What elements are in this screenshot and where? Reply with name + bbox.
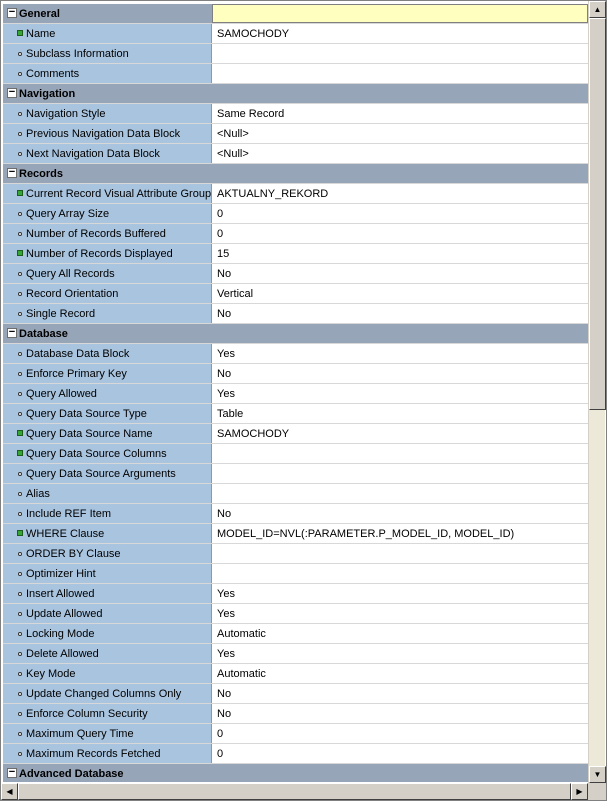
- property-name-cell[interactable]: [3, 404, 212, 423]
- property-name-cell[interactable]: [3, 684, 212, 703]
- property-name-cell[interactable]: [3, 544, 212, 563]
- default-property-icon: [18, 352, 22, 356]
- property-name-cell[interactable]: [3, 264, 212, 283]
- default-property-icon: [18, 472, 22, 476]
- property-row[interactable]: [3, 584, 588, 604]
- modified-property-icon: [17, 190, 23, 196]
- property-name-cell[interactable]: [3, 64, 212, 83]
- property-row[interactable]: [3, 504, 588, 524]
- group-row[interactable]: [3, 84, 588, 104]
- group-label: Records: [19, 167, 64, 180]
- default-property-icon: [18, 112, 22, 116]
- property-name-cell[interactable]: [3, 24, 212, 43]
- property-label: Delete Allowed: [26, 647, 99, 660]
- property-label: Number of Records Buffered: [26, 227, 166, 240]
- scroll-right-button[interactable]: ▶: [571, 783, 588, 800]
- property-value-cell[interactable]: Table: [212, 404, 588, 423]
- property-value-cell[interactable]: <Null>: [212, 124, 588, 143]
- property-name-cell[interactable]: [3, 604, 212, 623]
- property-value-cell[interactable]: No: [212, 684, 588, 703]
- group-header[interactable]: [3, 4, 212, 23]
- property-row[interactable]: [3, 364, 588, 384]
- property-name-cell[interactable]: [3, 484, 212, 503]
- horizontal-scroll-thumb[interactable]: [18, 783, 571, 800]
- property-label: Previous Navigation Data Block: [26, 127, 181, 140]
- property-name-cell[interactable]: [3, 224, 212, 243]
- default-property-icon: [18, 492, 22, 496]
- default-property-icon: [18, 52, 22, 56]
- default-property-icon: [18, 212, 22, 216]
- property-label: Name: [26, 27, 56, 40]
- property-value-cell[interactable]: No: [212, 364, 588, 383]
- property-value-cell[interactable]: Same Record: [212, 104, 588, 123]
- default-property-icon: [18, 152, 22, 156]
- property-value-cell[interactable]: Yes: [212, 384, 588, 403]
- group-row[interactable]: [3, 324, 588, 344]
- group-value-cell: [212, 4, 588, 23]
- group-label: Database: [19, 327, 68, 340]
- property-value-cell[interactable]: [212, 484, 588, 503]
- property-name-cell[interactable]: [3, 184, 212, 203]
- property-name-cell[interactable]: [3, 44, 212, 63]
- property-name-cell[interactable]: [3, 664, 212, 683]
- property-name-cell[interactable]: [3, 524, 212, 543]
- property-value-cell[interactable]: Automatic: [212, 664, 588, 683]
- default-property-icon: [18, 292, 22, 296]
- property-value-cell[interactable]: No: [212, 264, 588, 283]
- property-row[interactable]: [3, 224, 588, 244]
- property-label: Navigation Style: [26, 107, 106, 120]
- modified-property-icon: [17, 450, 23, 456]
- property-row[interactable]: [3, 464, 588, 484]
- property-value-cell[interactable]: Vertical: [212, 284, 588, 303]
- default-property-icon: [18, 672, 22, 676]
- property-label: Locking Mode: [26, 627, 95, 640]
- property-row[interactable]: [3, 704, 588, 724]
- property-value-cell[interactable]: No: [212, 704, 588, 723]
- vertical-scroll-thumb[interactable]: [589, 18, 606, 410]
- default-property-icon: [18, 312, 22, 316]
- property-row[interactable]: [3, 64, 588, 84]
- property-name-cell[interactable]: [3, 304, 212, 323]
- property-label: Query Array Size: [26, 207, 110, 220]
- group-value-cell: [212, 324, 588, 343]
- collapse-icon[interactable]: −: [8, 326, 16, 338]
- property-row[interactable]: [3, 404, 588, 424]
- property-row[interactable]: [3, 424, 588, 444]
- default-property-icon: [18, 712, 22, 716]
- property-name-cell[interactable]: [3, 104, 212, 123]
- group-header[interactable]: [3, 164, 212, 183]
- property-value-cell[interactable]: No: [212, 304, 588, 323]
- property-row[interactable]: [3, 744, 588, 764]
- property-label: Number of Records Displayed: [26, 247, 173, 260]
- property-label: WHERE Clause: [26, 527, 105, 540]
- property-label: Query Allowed: [26, 387, 97, 400]
- property-label: Query Data Source Type: [26, 407, 147, 420]
- property-row[interactable]: [3, 244, 588, 264]
- group-row[interactable]: [3, 4, 588, 24]
- default-property-icon: [18, 72, 22, 76]
- property-value-cell[interactable]: No: [212, 504, 588, 523]
- property-name-cell[interactable]: [3, 424, 212, 443]
- modified-property-icon: [17, 530, 23, 536]
- property-row[interactable]: [3, 204, 588, 224]
- property-row[interactable]: [3, 604, 588, 624]
- default-property-icon: [18, 732, 22, 736]
- property-name-cell[interactable]: [3, 124, 212, 143]
- property-name-cell[interactable]: [3, 704, 212, 723]
- group-header[interactable]: [3, 84, 212, 103]
- default-property-icon: [18, 572, 22, 576]
- property-value-cell[interactable]: [212, 544, 588, 563]
- collapse-icon[interactable]: −: [8, 86, 16, 98]
- property-label: Optimizer Hint: [26, 567, 96, 580]
- property-value-cell[interactable]: [212, 444, 588, 463]
- collapse-icon[interactable]: −: [8, 166, 16, 178]
- scroll-left-button[interactable]: ◀: [1, 783, 18, 800]
- property-row[interactable]: [3, 104, 588, 124]
- property-label: Include REF Item: [26, 507, 111, 520]
- scroll-up-button[interactable]: ▲: [589, 1, 606, 18]
- group-value-cell: [212, 764, 588, 782]
- group-row[interactable]: [3, 164, 588, 184]
- property-label: Key Mode: [26, 667, 76, 680]
- property-label: Query Data Source Arguments: [26, 467, 176, 480]
- property-row[interactable]: [3, 444, 588, 464]
- property-name-cell[interactable]: [3, 284, 212, 303]
- property-value-cell[interactable]: [212, 44, 588, 63]
- property-name-cell[interactable]: [3, 244, 212, 263]
- property-row[interactable]: [3, 304, 588, 324]
- property-label: Query Data Source Name: [26, 427, 153, 440]
- property-row[interactable]: [3, 644, 588, 664]
- property-value-cell[interactable]: Yes: [212, 344, 588, 363]
- property-value-cell[interactable]: Yes: [212, 584, 588, 603]
- vertical-scrollbar[interactable]: [588, 1, 605, 783]
- horizontal-scrollbar[interactable]: [1, 783, 588, 800]
- default-property-icon: [18, 232, 22, 236]
- property-value-cell[interactable]: SAMOCHODY: [212, 24, 588, 43]
- modified-property-icon: [17, 250, 23, 256]
- property-row[interactable]: [3, 124, 588, 144]
- property-label: Maximum Query Time: [26, 727, 134, 740]
- property-name-cell[interactable]: [3, 744, 212, 763]
- property-value-cell[interactable]: [212, 64, 588, 83]
- property-value-cell[interactable]: 0: [212, 744, 588, 763]
- modified-property-icon: [17, 430, 23, 436]
- property-row[interactable]: [3, 484, 588, 504]
- modified-property-icon: [17, 30, 23, 36]
- property-row[interactable]: [3, 684, 588, 704]
- property-name-cell[interactable]: [3, 204, 212, 223]
- property-value-cell[interactable]: Automatic: [212, 624, 588, 643]
- property-row[interactable]: [3, 664, 588, 684]
- property-row[interactable]: [3, 264, 588, 284]
- property-label: Query All Records: [26, 267, 115, 280]
- property-value-cell[interactable]: [212, 564, 588, 583]
- property-name-cell[interactable]: [3, 504, 212, 523]
- property-row[interactable]: [3, 144, 588, 164]
- default-property-icon: [18, 692, 22, 696]
- group-header[interactable]: [3, 324, 212, 343]
- group-header[interactable]: [3, 764, 212, 782]
- property-row[interactable]: [3, 624, 588, 644]
- property-name-cell[interactable]: [3, 344, 212, 363]
- property-row[interactable]: [3, 24, 588, 44]
- property-name-cell[interactable]: [3, 464, 212, 483]
- collapse-icon[interactable]: −: [8, 6, 16, 18]
- property-row[interactable]: [3, 384, 588, 404]
- property-name-cell[interactable]: [3, 444, 212, 463]
- default-property-icon: [18, 132, 22, 136]
- default-property-icon: [18, 512, 22, 516]
- default-property-icon: [18, 392, 22, 396]
- property-name-cell[interactable]: [3, 564, 212, 583]
- default-property-icon: [18, 412, 22, 416]
- default-property-icon: [18, 752, 22, 756]
- property-label: Next Navigation Data Block: [26, 147, 160, 160]
- default-property-icon: [18, 612, 22, 616]
- property-label: Insert Allowed: [26, 587, 95, 600]
- group-value-cell: [212, 84, 588, 103]
- property-value-cell[interactable]: 0: [212, 724, 588, 743]
- property-name-cell[interactable]: [3, 624, 212, 643]
- property-value-cell[interactable]: MODEL_ID=NVL(:PARAMETER.P_MODEL_ID, MODEL_ID): [212, 524, 588, 543]
- default-property-icon: [18, 592, 22, 596]
- property-row[interactable]: [3, 184, 588, 204]
- property-label: Update Changed Columns Only: [26, 687, 182, 700]
- property-label: Query Data Source Columns: [26, 447, 167, 460]
- collapse-icon[interactable]: −: [8, 766, 16, 778]
- property-row[interactable]: [3, 44, 588, 64]
- group-value-cell: [212, 164, 588, 183]
- property-row[interactable]: [3, 524, 588, 544]
- property-label: Enforce Column Security: [26, 707, 148, 720]
- property-value-cell[interactable]: Yes: [212, 644, 588, 663]
- property-value-cell[interactable]: 0: [212, 204, 588, 223]
- property-name-cell[interactable]: [3, 144, 212, 163]
- property-name-cell[interactable]: [3, 644, 212, 663]
- property-row[interactable]: [3, 284, 588, 304]
- property-label: Update Allowed: [26, 607, 103, 620]
- property-row[interactable]: [3, 564, 588, 584]
- property-name-cell[interactable]: [3, 724, 212, 743]
- property-name-cell[interactable]: [3, 364, 212, 383]
- property-label: Enforce Primary Key: [26, 367, 127, 380]
- group-label: General: [19, 7, 60, 20]
- default-property-icon: [18, 272, 22, 276]
- default-property-icon: [18, 652, 22, 656]
- property-value-cell[interactable]: SAMOCHODY: [212, 424, 588, 443]
- property-label: Comments: [26, 67, 80, 80]
- group-row[interactable]: [3, 764, 588, 782]
- default-property-icon: [18, 552, 22, 556]
- property-label: Maximum Records Fetched: [26, 747, 161, 760]
- property-label: ORDER BY Clause: [26, 547, 121, 560]
- property-row[interactable]: [3, 544, 588, 564]
- group-label: Advanced Database: [19, 767, 124, 780]
- property-value-cell[interactable]: 0: [212, 224, 588, 243]
- default-property-icon: [18, 372, 22, 376]
- property-label: Single Record: [26, 307, 96, 320]
- property-label: Subclass Information: [26, 47, 129, 60]
- property-value-cell[interactable]: <Null>: [212, 144, 588, 163]
- property-value-cell[interactable]: [212, 464, 588, 483]
- property-name-cell[interactable]: [3, 584, 212, 603]
- property-label: Record Orientation: [26, 287, 119, 300]
- property-grid: [3, 4, 588, 782]
- default-property-icon: [18, 632, 22, 636]
- scroll-down-button[interactable]: ▼: [589, 766, 606, 783]
- property-row[interactable]: [3, 344, 588, 364]
- property-value-cell[interactable]: Yes: [212, 604, 588, 623]
- property-value-cell[interactable]: AKTUALNY_REKORD: [212, 184, 588, 203]
- property-value-cell[interactable]: 15: [212, 244, 588, 263]
- property-label: Database Data Block: [26, 347, 130, 360]
- property-label: Alias: [26, 487, 50, 500]
- scrollbar-corner: [588, 783, 606, 800]
- property-row[interactable]: [3, 724, 588, 744]
- property-label: Current Record Visual Attribute Group: [26, 187, 212, 200]
- property-name-cell[interactable]: [3, 384, 212, 403]
- group-label: Navigation: [19, 87, 76, 100]
